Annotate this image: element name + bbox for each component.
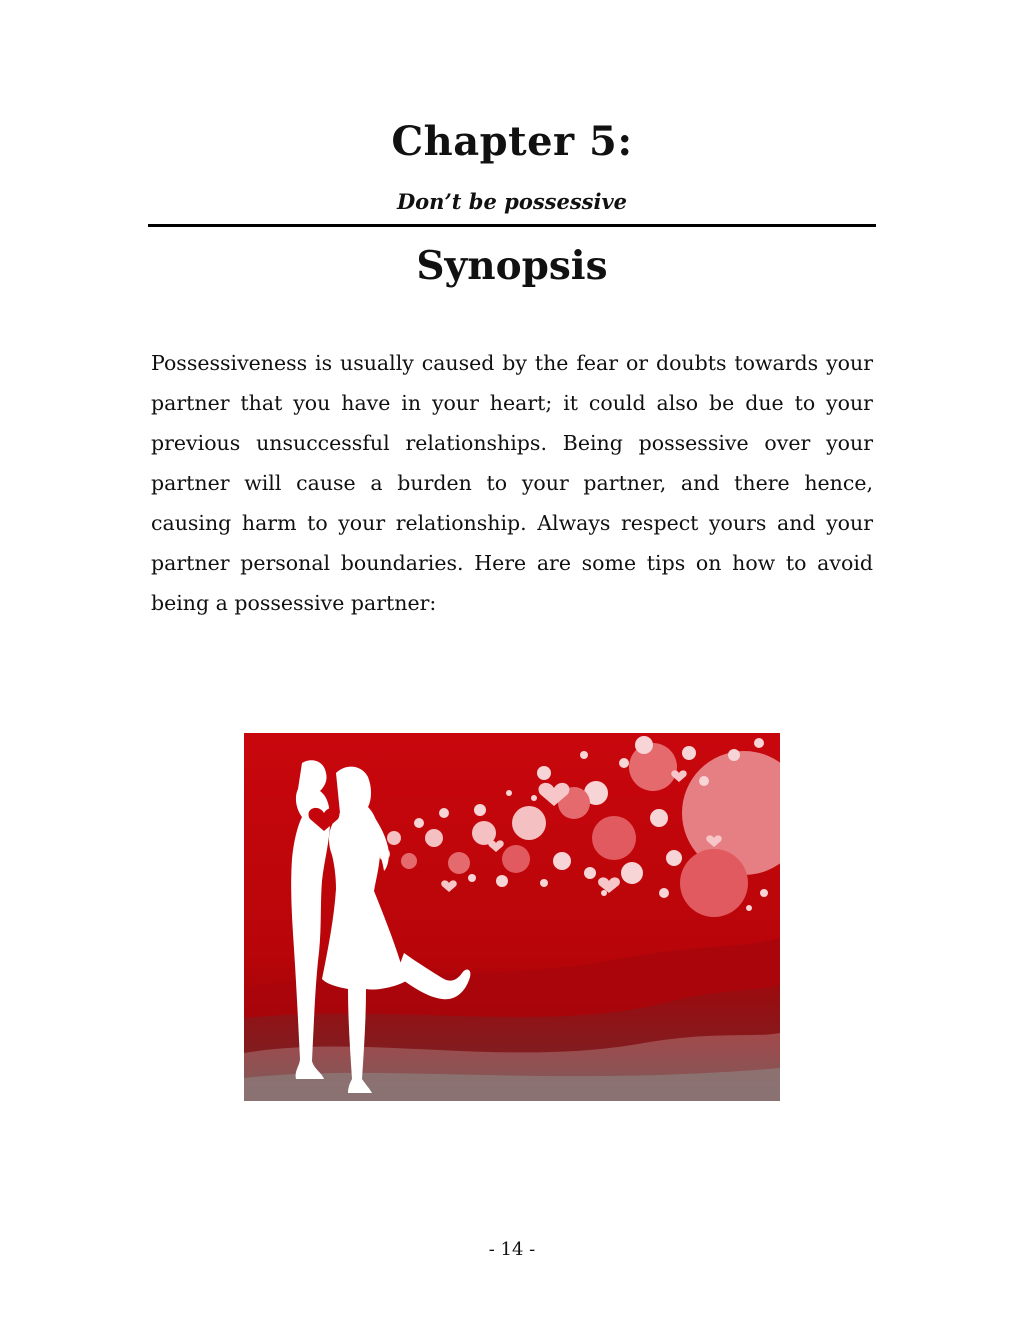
valentine-illustration — [244, 733, 780, 1101]
page-number: - 14 - — [488, 1239, 536, 1260]
body-paragraph: Possessiveness is usually caused by the fear or doubts towards your partner that you have in your heart; it could also be due to your previous unsuccessful relationships. Being possessive over your partner will cause a burden to your partner, and there hence, causing harm to your relationship. Always respect yours and your partner personal boundaries. Here are some tips on how to avoid being a possessive partner: — [151, 351, 873, 615]
chapter-subtitle: Don’t be possessive — [396, 189, 628, 214]
divider-rule — [148, 224, 876, 227]
chapter-title: Chapter 5: — [391, 118, 633, 165]
section-title: Synopsis — [416, 243, 608, 289]
couple-hearts-image — [244, 733, 780, 1101]
